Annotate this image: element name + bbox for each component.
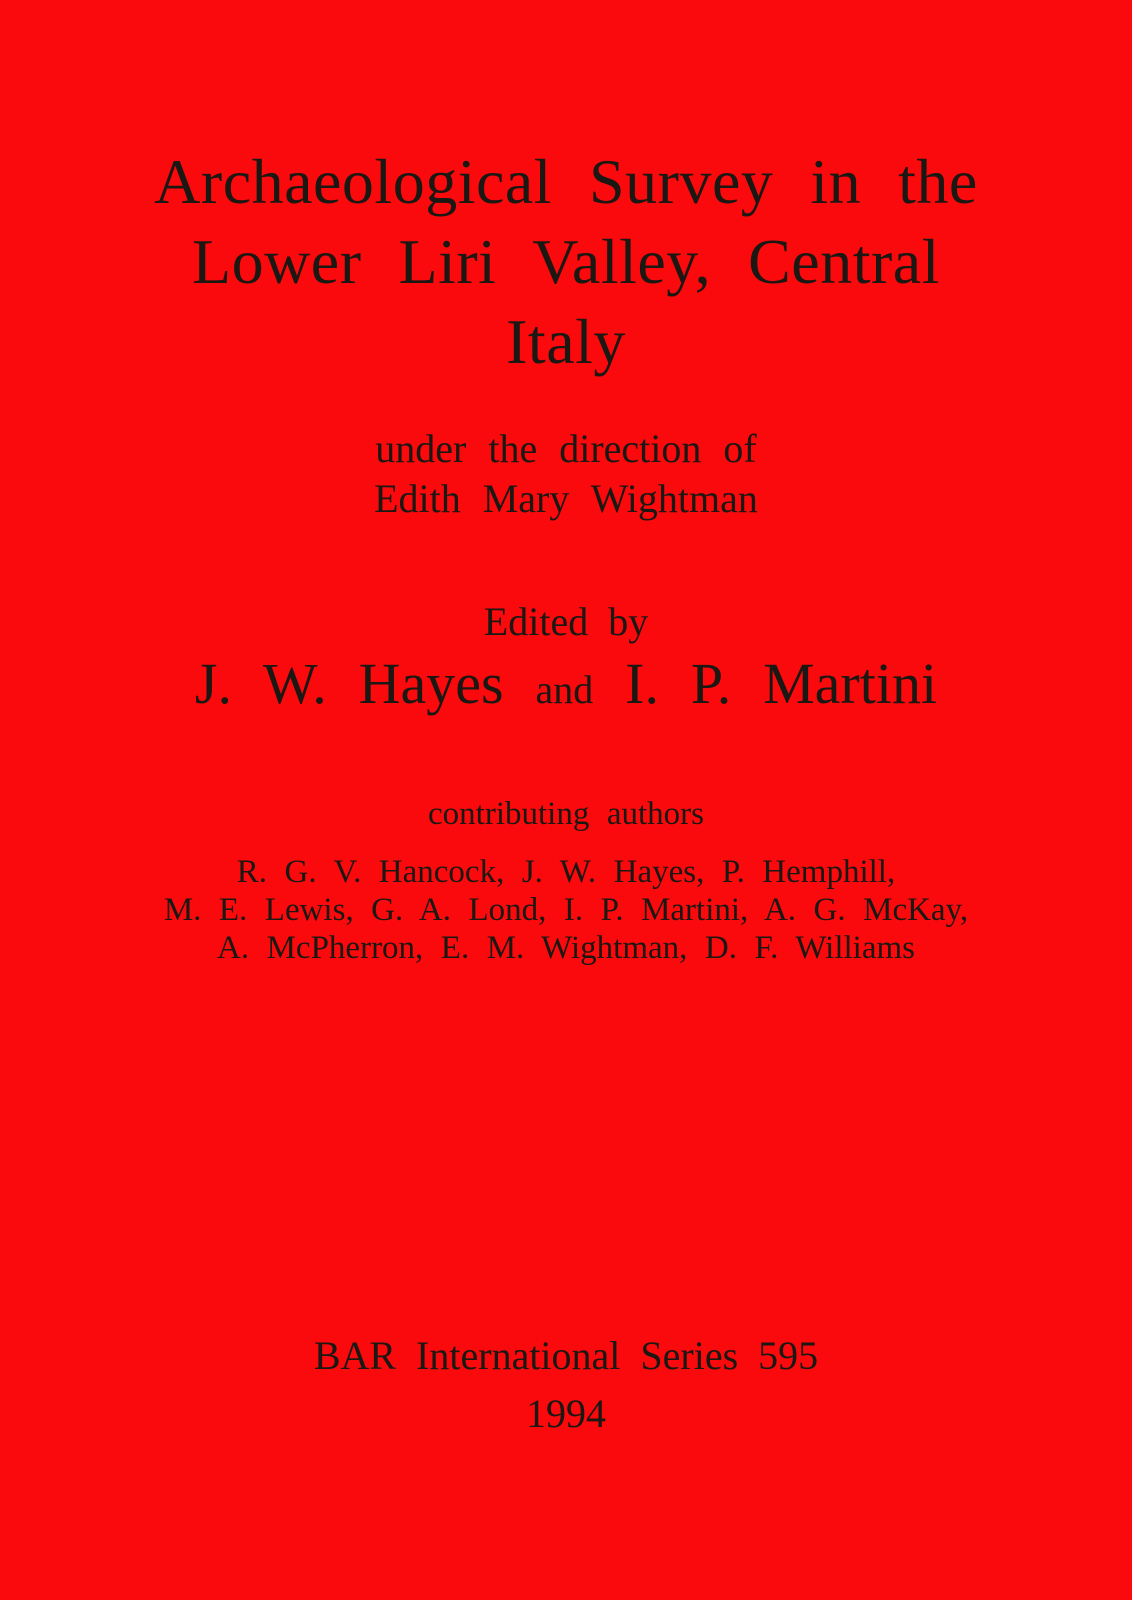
series-title: BAR International Series 595 xyxy=(313,1333,819,1378)
direction-line: under the direction of xyxy=(375,426,757,471)
contributing-authors-line: M. E. Lewis, G. A. Lond, I. P. Martini, A. G. McKay, xyxy=(163,892,969,928)
book-title-line: Italy xyxy=(506,306,626,377)
contributing-authors-line: R. G. V. Hancock, J. W. Hayes, P. Hemphill, xyxy=(236,854,896,890)
direction-subtitle xyxy=(0,424,1132,524)
editor-name-2: I. P. Martini xyxy=(625,651,938,716)
editor-name-1: J. W. Hayes xyxy=(194,651,504,716)
publication-year: 1994 xyxy=(526,1391,606,1436)
director-name: Edith Mary Wightman xyxy=(374,476,758,521)
book-title-line: Lower Liri Valley, Central xyxy=(191,226,940,297)
contributing-authors-list xyxy=(0,853,1132,967)
editors-conjunction: and xyxy=(535,667,594,712)
book-title-line: Archaeological Survey in the xyxy=(154,146,978,217)
book-title xyxy=(0,142,1132,382)
edited-by-label: Edited by xyxy=(483,599,649,644)
contributing-authors-label: contributing authors xyxy=(428,796,704,832)
contributing-authors-line: A. McPherron, E. M. Wightman, D. F. Williams xyxy=(217,930,915,966)
editor-names xyxy=(0,653,1132,721)
